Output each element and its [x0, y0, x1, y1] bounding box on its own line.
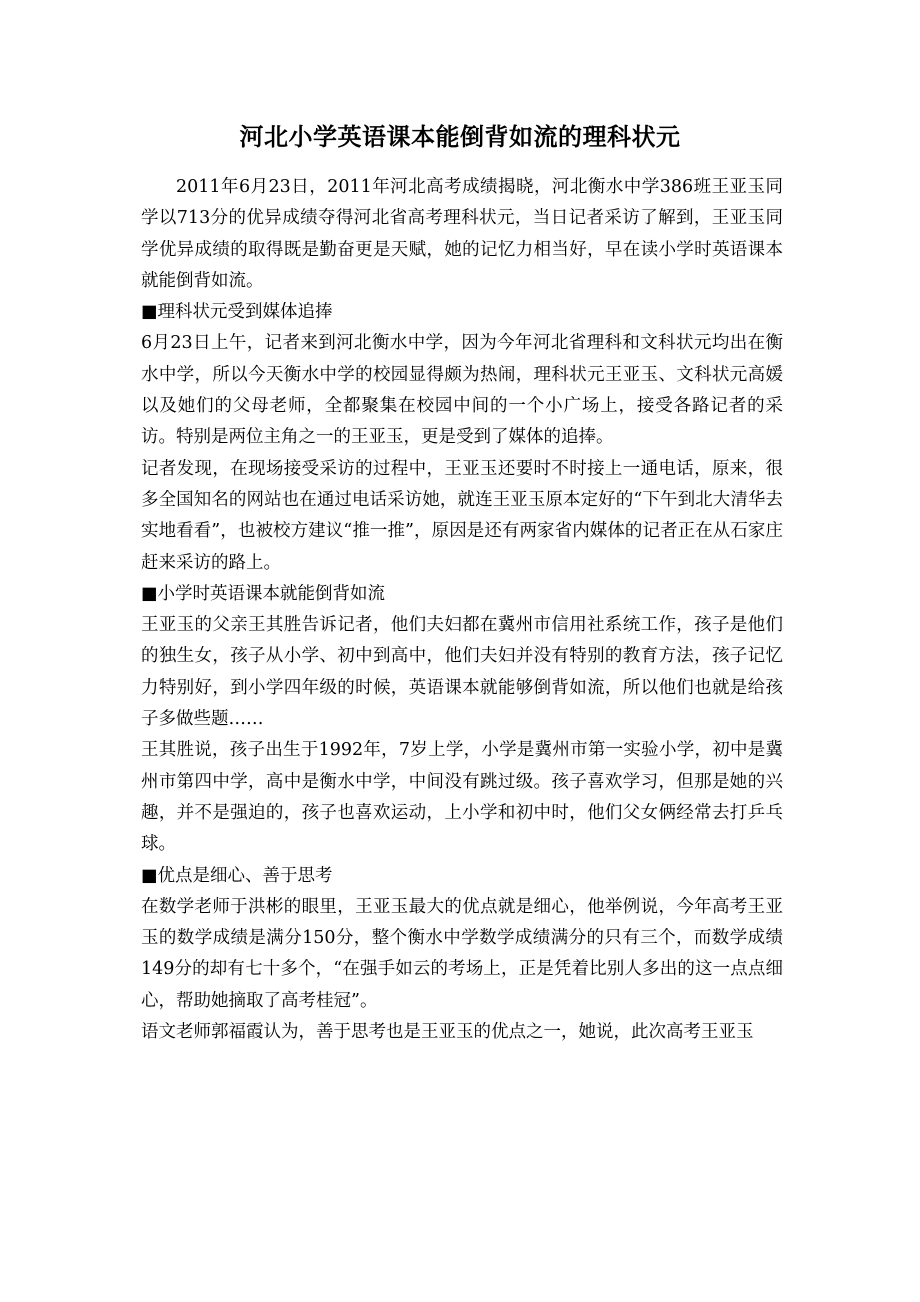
article-body [141, 172, 783, 1048]
section-heading-strengths: ■优点是细心、善于思考 [141, 865, 333, 886]
paragraph: 王其胜说，孩子出生于1992年，7岁上学，小学是冀州市第一实验小学，初中是冀州市第四中学，高中是衡水中学，中间没有跳过级。孩子喜欢学习，但那是她的兴趣，并不是强迫的，孩子也喜欢运动，上小学和初中时，他们父女俩经常去打乒乓球。 [141, 740, 783, 855]
paragraph: 记者发现，在现场接受采访的过程中，王亚玉还要时不时接上一通电话，原来，很多全国知名的网站也在通过电话采访她，就连王亚玉原本定好的“下午到北大清华去实地看看”，也被校方建议“推一推”，原因是还有两家省内媒体的记者正在从石家庄赶来采访的路上。 [141, 458, 783, 573]
paragraph: 语文老师郭福霞认为，善于思考也是王亚玉的优点之一，她说，此次高考王亚玉 [141, 1022, 754, 1043]
paragraph: 6月23日上午，记者来到河北衡水中学，因为今年河北省理科和文科状元均出在衡水中学，所以今天衡水中学的校园显得颇为热闹，理科状元王亚玉、文科状元高媛以及她们的父母老师，全都聚集在校园中间的一个小广场上，接受各路记者的采访。特别是两位主角之一的王亚玉，更是受到了媒体的追捧。 [141, 333, 783, 448]
page-title: 河北小学英语课本能倒背如流的理科状元 [239, 122, 681, 151]
intro-paragraph: 2011年6月23日，2011年河北高考成绩揭晓，河北衡水中学386班王亚玉同学以713分的优异成绩夺得河北省高考理科状元，当日记者采访了解到，王亚玉同学优异成绩的取得既是勤奋更是天赋，她的记忆力相当好，早在读小学时英语课本就能倒背如流。 [141, 177, 783, 291]
section-heading-memory: ■小学时英语课本就能倒背如流 [141, 583, 386, 604]
paragraph: 在数学老师于洪彬的眼里，王亚玉最大的优点就是细心，他举例说，今年高考王亚玉的数学成绩是满分150分，整个衡水中学数学成绩满分的只有三个，而数学成绩149分的却有七十多个，“在强手如云的考场上，正是凭着比别人多出的这一点点细心，帮助她摘取了高考桂冠”。 [141, 896, 783, 1011]
section-heading-media: ■理科状元受到媒体追捧 [141, 302, 333, 323]
paragraph: 王亚玉的父亲王其胜告诉记者，他们夫妇都在冀州市信用社系统工作，孩子是他们的独生女，孩子从小学、初中到高中，他们夫妇并没有特别的教育方法，孩子记忆力特别好，到小学四年级的时候，英语课本就能够倒背如流，所以他们也就是给孩子多做些题…… [141, 615, 783, 730]
